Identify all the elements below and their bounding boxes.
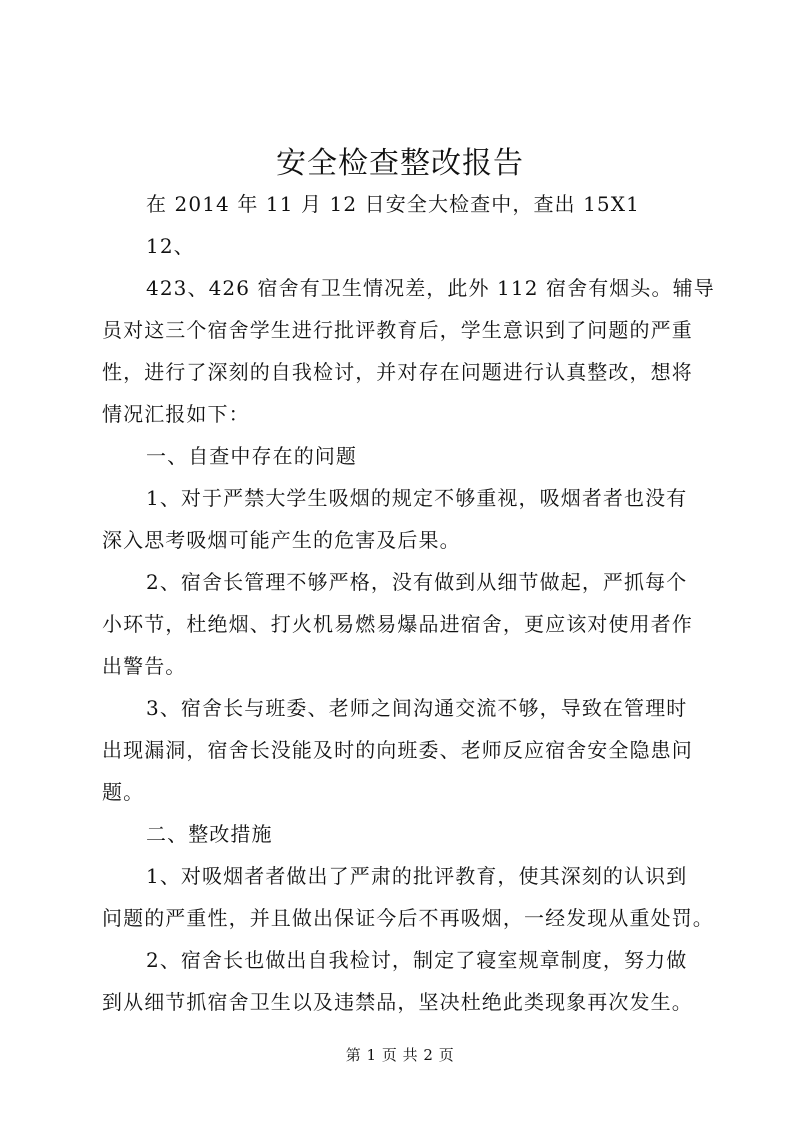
paragraph-line: 题。 xyxy=(102,780,145,804)
paragraph-line: 在 2014 年 11 月 12 日安全大检查中，查出 15X1 xyxy=(146,192,640,216)
paragraph-line: 情况汇报如下： xyxy=(102,402,250,426)
paragraph-line: 到从细节抓宿舍卫生以及违禁品，坚决杜绝此类现象再次发生。 xyxy=(102,990,693,1014)
paragraph-line: 1、对吸烟者者做出了严肃的批评教育，使其深刻的认识到 xyxy=(146,864,688,888)
paragraph-line: 2、宿舍长也做出自我检讨，制定了寝室规章制度，努力做 xyxy=(146,948,688,972)
paragraph-line: 出警告。 xyxy=(102,654,187,678)
paragraph-line: 12、 xyxy=(146,234,195,258)
paragraph-line: 员对这三个宿舍学生进行批评教育后，学生意识到了问题的严重 xyxy=(102,318,693,342)
section-heading: 一、自查中存在的问题 xyxy=(146,444,357,468)
paragraph-line: 深入思考吸烟可能产生的危害及后果。 xyxy=(102,528,461,552)
paragraph-line: 出现漏洞，宿舍长没能及时的向班委、老师反应宿舍安全隐患问 xyxy=(102,738,693,762)
paragraph-line: 1、对于严禁大学生吸烟的规定不够重视，吸烟者者也没有 xyxy=(146,486,688,510)
document-title: 安全检查整改报告 xyxy=(276,146,524,181)
document-body xyxy=(102,183,720,1023)
paragraph-line: 423、426 宿舍有卫生情况差，此外 112 宿舍有烟头。辅导 xyxy=(146,276,715,300)
page-footer: 第 1 页 共 2 页 xyxy=(345,1046,455,1064)
paragraph-line: 2、宿舍长管理不够严格，没有做到从细节做起，严抓每个 xyxy=(146,570,688,594)
paragraph-line: 3、宿舍长与班委、老师之间沟通交流不够，导致在管理时 xyxy=(146,696,688,720)
section-heading: 二、整改措施 xyxy=(146,822,273,846)
paragraph-line: 性，进行了深刻的自我检讨，并对存在问题进行认真整改，想将 xyxy=(102,360,693,384)
paragraph-line: 问题的严重性，并且做出保证今后不再吸烟，一经发现从重处罚。 xyxy=(102,906,714,930)
paragraph-line: 小环节，杜绝烟、打火机易燃易爆品进宿舍，更应该对使用者作 xyxy=(102,612,693,636)
